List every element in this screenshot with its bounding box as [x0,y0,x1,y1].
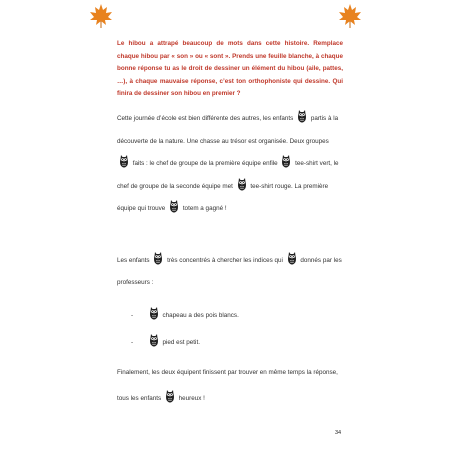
story-text: faits : le chef de groupe de la première équipe enfile [132,160,278,167]
owl-icon[interactable] [297,109,307,123]
page-number: 34 [335,430,342,436]
story-text: Les enfants [117,257,150,264]
maple-leaf-icon [337,3,363,29]
owl-icon[interactable] [237,177,247,191]
owl-icon[interactable] [287,251,297,265]
maple-leaf-icon [88,3,114,29]
story-text: très concentrés à chercher les indices qui [167,257,283,264]
owl-icon[interactable] [149,306,159,320]
story-text: heureux ! [178,395,205,402]
story-text: tee-shirt vert, le chef de groupe de la seconde équipe met [117,160,339,190]
owl-icon[interactable] [149,333,159,347]
list-item [131,306,359,322]
story-text: Cette journée d’école est bien différente des autres, les enfants [117,115,294,122]
owl-icon[interactable] [165,389,175,403]
owl-icon[interactable] [153,251,163,265]
list-dash: - [131,312,134,319]
story-text: partis à la découverte de la nature. Une chasse au trésor est organisée. Deux groupes [117,115,339,145]
owl-icon[interactable] [119,154,129,168]
story-text: donnés par les professeurs : [117,257,342,286]
exercise-instructions: Le hibou a attrapé beaucoup de mots dans cette histoire. Remplace chaque hibou par « son » ou « sont ». Prends une feuille blanche, à chaque bonne réponse tu as le droit de dessiner un élément du hibou (aile, pattes, …), à chaque mauvaise réponse, c’est ton orthophoniste qui dessine. Qui finira de dessiner son hibou en premier ? [117,40,343,98]
list-item [131,333,359,349]
story-text: Finalement, les deux équipent finissent par trouver en même temps la réponse, tous les enfants [117,369,338,402]
owl-icon[interactable] [281,154,291,168]
story-text: tee-shirt rouge. La première équipe qui trouve [117,182,329,212]
story-text: totem a gagné ! [182,205,227,212]
list-item-text: chapeau a des pois blancs. [162,312,239,319]
story-paragraph-2 [117,250,345,294]
story-paragraph-3 [117,360,345,412]
list-item-text: pied est petit. [162,339,200,346]
list-dash: - [131,339,134,346]
owl-icon[interactable] [169,199,179,213]
story-paragraph-1 [117,108,345,221]
